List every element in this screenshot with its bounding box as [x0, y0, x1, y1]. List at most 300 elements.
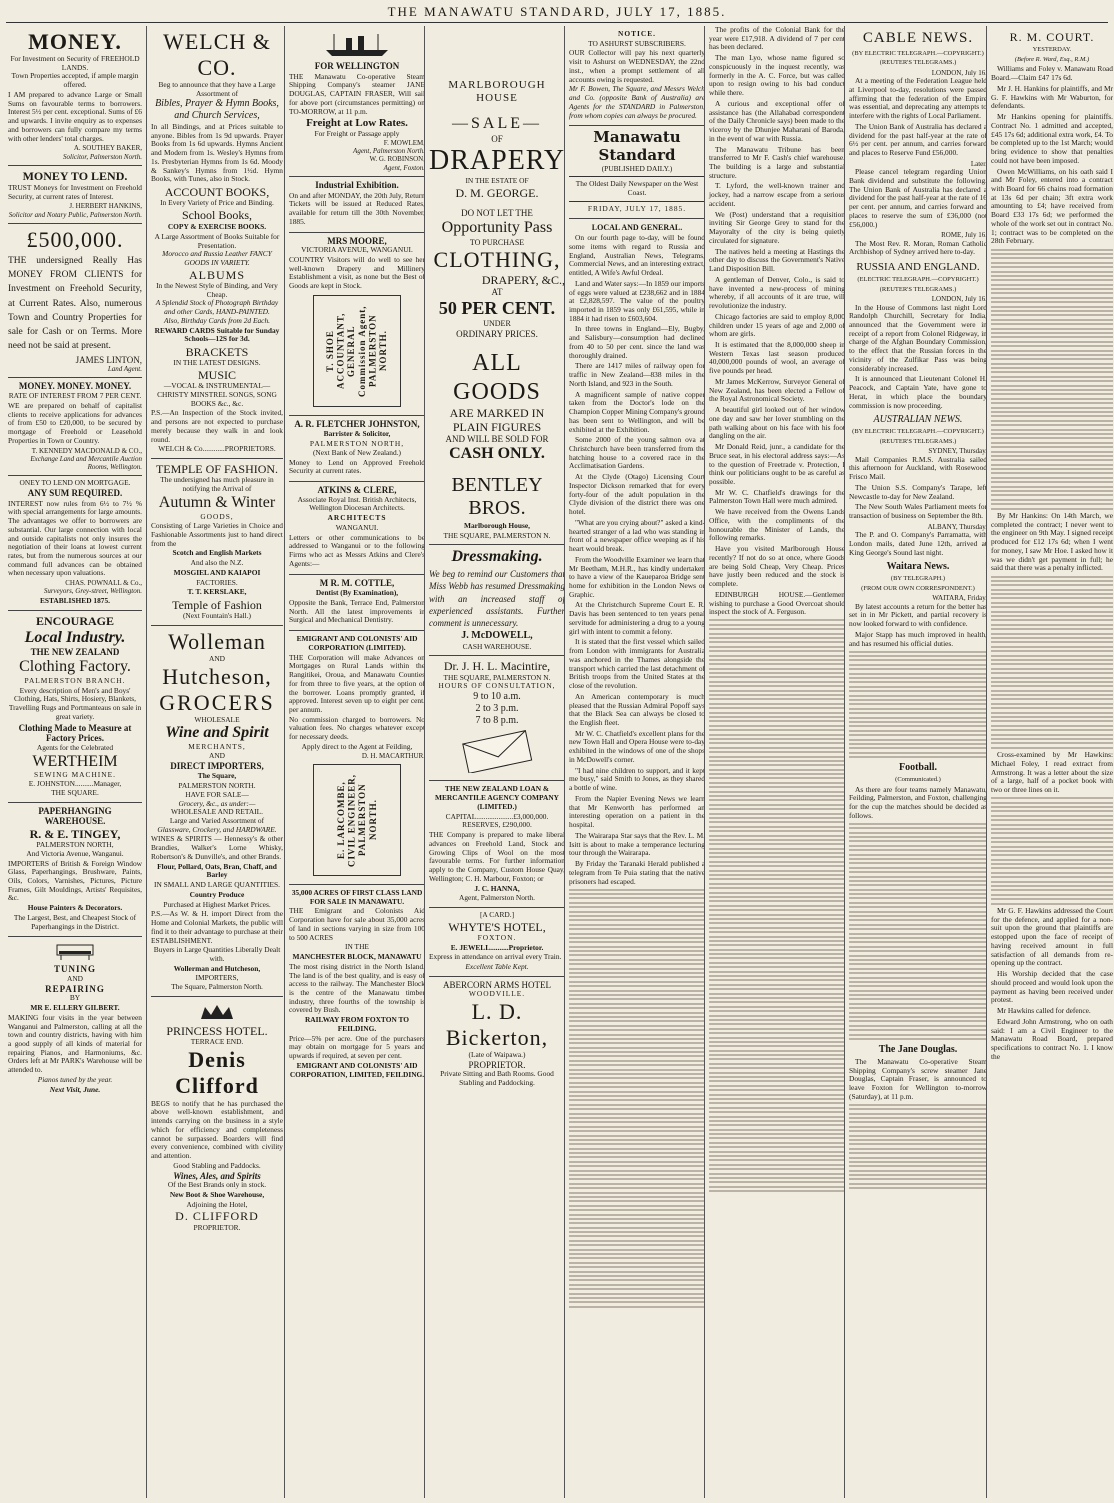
- ad-marl-of: OF: [491, 133, 503, 144]
- ad-emig-signature: D. H. MACARTHUR.: [361, 751, 425, 760]
- ad-nz-made: Clothing Made to Measure at Factory Prices.: [18, 722, 132, 744]
- australian-p4: The P. and O. Company's Parramatta, with London mails, dated June 12th, arrived at King George's Sound last night.: [849, 530, 987, 557]
- football-title: Football.: [898, 762, 938, 774]
- ad-marl-drapery-2: DRAPERY, &C.,: [481, 273, 565, 288]
- text-filler: [849, 823, 987, 1040]
- ad-wellington-body: THE Manawatu Co-operative Steam Shipping Company's steamer JANE DOUGLAS, CAPTAIN FRASER, Will sail for above port (circumstances permitting) on TO-MORROW, at 11 p.m.: [289, 71, 425, 116]
- ad-tof-title: TEMPLE OF FASHION.: [155, 462, 279, 477]
- ad-woll-flour: Flour, Pollard, Oats, Bran, Chaff, and Barley: [157, 861, 277, 880]
- ad-tuning-name: MR E. ELLERY GILBERT.: [30, 1003, 120, 1013]
- ad-emig-list: No commission charged to borrowers. No valuation fees. No charges whatever except for necessary deeds.: [289, 714, 425, 742]
- ad-acres-title: 35,000 ACRES OF FIRST CLASS LAND FOR SALE IN MANAWATU.: [291, 887, 423, 906]
- text-filler: [849, 651, 987, 758]
- notice-title: NOTICE.: [617, 29, 656, 38]
- ad-acres-block: MANCHESTER BLOCK, MANAWATU: [292, 952, 422, 962]
- ad-dress-body: We beg to remind our Customers that Miss Webb has resumed Dressmaking with an increased staff of experienced assistants. Further comment is unnecessary.: [429, 569, 565, 628]
- ad-marl-under: UNDER: [483, 319, 511, 329]
- ad-any-signature-2: Surveyors, Grey-street, Wellington.: [43, 587, 142, 596]
- ad-fletcher: [289, 416, 425, 482]
- local-p14: "I had nine children to support, and it kept me busy," said Smith to Jones, as they shared a bottle of wine.: [569, 765, 705, 793]
- ad-tof-body: Consisting of Large Varieties in Choice and Fashionable Assortments just to hand direct from the: [151, 521, 283, 548]
- ad-welch-reward: REWARD CARDS Suitable for Sunday Schools—12S for 3d.: [154, 325, 280, 344]
- ad-atkins: [289, 482, 425, 574]
- ad-moore-title: MRS MOORE,: [327, 235, 387, 246]
- ad-woll-ps: P.S.—As W. & H. import Direct from the Home and Colonial Markets, the public will find it to their advantage to purchase at their ESTABLISHMENT.: [151, 909, 283, 945]
- local-p9: From the Woodville Examiner we learn that Mr Beetham, M.H.R., has kindly undertaken to have a view of the Kaueparoa Bridge sent home for exhibition in the London News or Graphic.: [569, 554, 705, 599]
- ad-atkins-arch: ARCHITECTS: [327, 513, 387, 523]
- ad-moore-sub: VICTORIA AVENUE, WANGANUI.: [301, 245, 413, 255]
- ad-tuning-title: TUNING: [53, 964, 96, 975]
- news-p14: Mr W. C. Chatfield's drawings for the Palmerston Town Hall were much admired.: [709, 487, 845, 506]
- ad-marl-george: D. M. GEORGE.: [455, 186, 539, 201]
- ad-moore-body: COUNTRY Visitors will do well to see her well-known Drapery and Millinery Establishment a visit, as none but the Best of Goods are kept in Stock.: [289, 254, 425, 291]
- ad-money: [8, 26, 142, 166]
- news-p1: The profits of the Colonial Bank for the year were £17,918. A dividend of 7 per cent has been declared.: [709, 26, 845, 52]
- ad-denis-best: Of the Best Brands only in stock.: [167, 1180, 267, 1190]
- ad-fletcher-loc: PALMERSTON NORTH,: [309, 439, 405, 449]
- ad-nzl-signature-2: Agent, Palmerston North.: [459, 893, 535, 903]
- ad-atkins-body: Letters or other communications to be addressed to Wanganui or to the following Firms who act as Messrs Atkins and Clere's Agents:—: [289, 532, 425, 568]
- notice-note: Mr F. Bowen, The Square, and Messrs Welch and Co. (opposite Bank of Australia) are Agents for the STANDARD in Palmerston, from whom copies can always be procured.: [569, 84, 705, 120]
- ad-marl-all-goods: ALL GOODS: [453, 350, 541, 405]
- ad-wellington-title: FOR WELLINGTON: [314, 61, 400, 71]
- ad-marl-ordinary: ORDINARY PRICES.: [456, 328, 538, 339]
- ad-nz-title: THE NEW ZEALAND: [30, 647, 120, 658]
- cable-title: CABLE NEWS.: [862, 30, 974, 46]
- local-p4: There are 1417 miles of railway open for traffic in New Zealand—838 miles in the North Island, and 923 in the South.: [569, 361, 705, 388]
- news-p12: A beautiful girl looked out of her window one day and saw her lover stumbling on the path walking about on his face with his foot dangling on the air.: [709, 405, 845, 441]
- steamship-icon: [322, 32, 392, 58]
- ad-tingey-location-2: And Victoria Avenue, Wanganui.: [26, 848, 124, 858]
- russia-sub: (ELECTRIC TELEGRAPH.—COPYRIGHT.): [857, 275, 979, 283]
- ad-mmm-signature: T. KENNEDY MACDONALD & CO.,: [31, 446, 142, 455]
- ad-welch-music-sub: —VOCAL & INSTRUMENTAL— CHRISTY MINSTREL SONGS, SONG BOOKS &c., &c.: [157, 381, 277, 408]
- ad-500000-signature-2: Land Agent.: [107, 365, 142, 374]
- ad-tingey-house: House Painters & Decorators.: [27, 903, 123, 913]
- ad-tof-goods-2: GOODS,: [200, 511, 234, 521]
- ad-tof-factories: FACTORIES.: [196, 577, 238, 587]
- card-larcombe: [313, 764, 401, 876]
- ad-nz-loan: [429, 781, 565, 908]
- ad-marl-percent: 50 PER CENT.: [438, 297, 556, 318]
- card-shoe-text: T. SHOE ACCOUNTANT, GENERAL Commission Agent, PALMERSTON NORTH.: [325, 305, 389, 397]
- ad-bick-foot: Private Sitting and Bath Rooms. Good Stabling and Paddocking.: [440, 1069, 554, 1088]
- ad-tingey: [8, 803, 142, 938]
- ad-tof-goods: Autumn & Winter: [158, 493, 276, 511]
- local-p7: At the Clyde (Otago) Licensing Court Inspector Dickson remarked that for every forty-four of the adult population in the Clyde division of the district there was one hotel.: [569, 472, 705, 517]
- ad-aber-title: ABERCORN ARMS HOTEL: [442, 979, 551, 990]
- ad-card-label: [A CARD.]: [479, 910, 515, 920]
- ad-princess-title: PRINCESS HOTEL.: [166, 1023, 268, 1038]
- rm-court-title: R. M. COURT.: [1009, 30, 1095, 44]
- ad-woll-large: Large and Varied Assortment of: [169, 816, 265, 825]
- news-p10: It is estimated that the 8,000,000 sheep in Western Texas last season produced 40,000,000 pounds of wool, an average of five pounds per head.: [709, 339, 845, 376]
- ad-cottle-title: M R. M. COTTLE,: [319, 577, 395, 588]
- ad-mrs-moore: [289, 233, 425, 416]
- card-shoe: [313, 295, 401, 407]
- ad-tingey-title: R. & E. TINGEY,: [29, 826, 121, 841]
- news-p8: A gentleman of Denver, Colo., is said to have invented a new-process of mining whereby, if all accounts of it are true, will revolutionize the industry.: [709, 274, 845, 311]
- russia-england-title: RUSSIA AND ENGLAND.: [856, 260, 980, 273]
- ad-tuning-body: MAKING four visits in the year between Wanganui and Palmerston, calling at all the town and country districts, having with him a good supply of all kinds of material for repairing Pianos, and Harmoniums, &c. Orders left at Mr PARK's Warehouse will be attended to.: [8, 1012, 142, 1075]
- ad-mac-hours: HOURS OF CONSULTATION,: [438, 681, 556, 691]
- ad-cottle-sub: Dentist (By Examination),: [315, 588, 399, 598]
- rm-p9: Mr Hawkins called for defence.: [997, 1006, 1091, 1016]
- russia-sub-2: (REUTER'S TELEGRAMS.): [879, 285, 957, 293]
- ad-money-signature: A. SOUTHEY BAKER,: [73, 144, 142, 153]
- ad-welch-bibles: Bibles, Prayer & Hymn Books, and Church Services,: [155, 98, 279, 122]
- ad-lend-title: MONEY TO LEND.: [22, 168, 128, 183]
- ad-nzl-body: THE Company is prepared to make liberal advances on Freehold Land, Stock and Growing Clips of Wool on the most favourable terms. For further information apply to the Company, Custom House Quay, Wellington; C. H. Marbour, Foxton; or: [429, 830, 565, 883]
- rm-court-before: (Before R. Ward, Esq., R.M.): [1014, 55, 1090, 63]
- ad-woll-grocery: Grocery, &c., as under:—: [178, 798, 256, 808]
- ad-for-wellington: [289, 26, 425, 177]
- ad-ind-body: On and after MONDAY, the 20th July, Return Tickets will be issued at Reduced Rates, available for return till the 30th November, 1885.: [289, 190, 425, 226]
- ad-freight-sig-2: Agent, Palmerston North.: [353, 147, 425, 156]
- text-filler: [569, 889, 705, 1308]
- ad-clothing-factory: [8, 611, 142, 802]
- ad-tof-signature: T. T. KERSLAKE,: [187, 587, 247, 597]
- ad-temple-of-fashion: [151, 459, 283, 626]
- ad-fletcher-title: A. R. FLETCHER JOHNSTON,: [294, 418, 420, 429]
- ad-welch-bday: Also, Birthday Cards from 2d Each.: [164, 315, 270, 325]
- ad-mac-loc: THE SQUARE, PALMERSTON N.: [443, 672, 551, 682]
- ad-tuning-and: AND: [66, 973, 83, 983]
- ad-aber-loc: WOODVILLE.: [468, 989, 526, 999]
- australian-albany: ALBANY, Thursday.: [927, 522, 987, 531]
- column-1: [8, 26, 142, 1498]
- column-7: [844, 26, 987, 1498]
- ad-welch-albums: ALBUMS: [188, 267, 245, 282]
- column-6: [704, 26, 845, 1498]
- ad-emig-apply: Apply direct to the Agent at Feilding,: [301, 741, 413, 751]
- news-p4: The Manawatu Tribune has been transferred to Mr F. Cash's chief warehouse. The building is a large and substantial structure.: [709, 144, 845, 180]
- ad-denis-wines: Wines, Ales, and Spirits: [173, 1170, 261, 1181]
- ad-tingey-foot: The Largest, Best, and Cheapest Stock of Paperhangings in the District.: [13, 912, 137, 931]
- ad-woll-square: The Square,: [197, 771, 237, 781]
- ad-welch-brackets: BRACKETS: [185, 345, 249, 360]
- cable-rome: ROME, July 16.: [941, 231, 987, 240]
- ad-dress-signature-2: CASH WAREHOUSE.: [462, 641, 532, 651]
- ad-woll-wholesale: WHOLESALE: [194, 714, 240, 724]
- local-p12: An American contemporary is much pleased that the Russian Admiral Popoff says that the Black Sea can always be closed to the English fleet.: [569, 691, 705, 728]
- jane-douglas-p1: The Manawatu Co-operative Steam Shipping Company's screw steamer Jane Douglas, Captain Fraser, is announced to leave Foxton for Wellington to-morrow (Saturday), at 11 p.m.: [849, 1056, 987, 1101]
- ad-marl-estate: IN THE ESTATE OF: [465, 176, 529, 186]
- text-filler: [991, 576, 1113, 749]
- local-p2: Land and Water says:—In 1859 our imports of eggs were valued at £238,662 and in 1884 at £2,828,597. The value of the poultry imported in 1859 was only £61,595, while in 1884 it had risen to £603,604.: [569, 278, 705, 323]
- ad-woll-wines: WINES & SPIRITS — Hennessy's & other Brandies, Walker's Lorne Whisky, Robertson's & Dunville's, and other Brands.: [151, 834, 283, 861]
- cable-later: Later.: [970, 159, 987, 168]
- ad-welch-copy: COPY & EXERCISE BOOKS.: [167, 222, 267, 232]
- cable-sub: (BY ELECTRIC TELEGRAPH.—COPYRIGHT.): [852, 49, 984, 57]
- ad-bentley-loc: THE SQUARE, PALMERSTON N.: [443, 530, 551, 540]
- ad-500000: [8, 224, 142, 379]
- cable-dateline: LONDON, July 16.: [931, 69, 987, 77]
- text-filler: [991, 797, 1113, 904]
- local-general: [569, 223, 705, 1308]
- paper-date: FRIDAY, JULY 17, 1885.: [587, 203, 687, 213]
- local-p17: By Friday the Taranaki Herald published a telegram from Te Puia stating that the native prisoners had escaped.: [569, 859, 705, 886]
- ad-whytes-hotel: [429, 908, 565, 977]
- crown-icon: [197, 1003, 237, 1021]
- ad-money-money: [8, 378, 142, 476]
- ad-fletcher-sub: Barrister & Solicitor,: [323, 429, 391, 439]
- football-p1: As there are four teams namely Manawatu, Feilding, Palmerston, and Foxton, challenging for the cup the matches should be decided as follows.: [849, 784, 987, 820]
- ad-welch-title: WELCH & CO.: [163, 29, 271, 80]
- local-p5: A magnificent sample of native copper taken from the Doctor's lode on the Champion Copper Mining Company's ground has been sent to Wellington, and will be exhibited at the Exhibition.: [569, 389, 705, 434]
- paper-subtitle: The Oldest Daily Newspaper on the West Coast.: [575, 179, 699, 198]
- ad-welch-photo: A Splendid Stock of Photograph Birthday and other Cards, HAND-PAINTED.: [155, 298, 279, 317]
- ad-industrial-exhibition: [289, 177, 425, 233]
- ad-whyte-table: Excellent Table Kept.: [465, 962, 529, 972]
- ad-mac-title: Dr. J. H. L. Macintire,: [443, 659, 551, 674]
- ad-tingey-location: PALMERSTON NORTH,: [36, 840, 114, 850]
- ad-tof-also: And also the N.Z.: [190, 558, 244, 568]
- ad-welch-copy-body: A Large Assortment of Books Suitable for Presentation.: [154, 231, 280, 250]
- ad-marl-title: MARLBOROUGH HOUSE: [448, 79, 546, 104]
- ad-500000-body: THE undersigned Really Has MONEY FROM CLIENTS for Investment on Freehold Security, at Current Rates. Also, numerous Town and Country Properties for sale for Cash or on Terms. More need not be said at present.: [8, 255, 142, 352]
- ad-marl-sale: —SALE—: [452, 114, 542, 132]
- local-p11: It is stated that the first vessel which sailed from London with immigrants for Australia was anchored in the Thames alongside the transport which carried the last detachment of British troops from the United States at the close of the revolution.: [569, 637, 705, 691]
- ad-tof-signature-2: Temple of Fashion: [172, 598, 262, 613]
- australian-sydney: SYDNEY, Thursday.: [928, 447, 987, 456]
- ad-marl-and-will: AND WILL BE SOLD FOR: [445, 434, 549, 445]
- ad-denis-title: Denis Clifford: [175, 1046, 259, 1098]
- ad-bentley-sub: Marlborough House,: [464, 520, 530, 530]
- ad-lend-body: TRUST Moneys for Investment on Freehold Security, at current rates of Interest.: [8, 182, 142, 201]
- ad-woll-small: IN SMALL AND LARGE QUANTITIES.: [154, 880, 280, 890]
- cable-p3: Please cancel telegram regarding Union Bank dividend and substitute the following. The Union Bank of Australia has declared a dividend for the past half-year at the rate of 16 per cent. per annum, and carries forward and places to reserve the sum of £36,000 (not £56,000.): [849, 167, 987, 229]
- ad-emig-title: EMIGRANT AND COLONISTS' AID CORPORATION (LIMITED).: [296, 634, 418, 652]
- rm-p3: Mr Hankins opening for plaintiffs. Contract No. 1 admitted and accepted, £45 17s 6d; additional extra work, £4. To be completed up to the 1st March; would bring evidence to show that penalties could not have been imposed.: [991, 112, 1113, 165]
- ad-denis-stabling: Good Stabling and Paddocks.: [173, 1160, 261, 1170]
- ad-woll-signature-2: IMPORTERS,: [195, 973, 239, 983]
- ad-woll-title: Wolleman: [168, 629, 266, 655]
- ad-mmm-sub: RATE OF INTEREST FROM 7 PER CENT.: [8, 391, 142, 401]
- ad-freight-sub: For Freight or Passage apply: [314, 129, 400, 139]
- ad-tof-signature-3: (Next Fountain's Hall.): [182, 611, 252, 621]
- waitara-date: WAITARA, Friday.: [932, 594, 987, 603]
- ad-woll-title-2: Hutcheson,: [162, 663, 272, 689]
- ad-welch-music: MUSIC: [197, 368, 236, 383]
- paper-published: (PUBLISHED DAILY.): [601, 163, 673, 173]
- paper-nameplate: [569, 126, 705, 218]
- ad-nzl-title: THE NEW ZEALAND LOAN & MERCANTILE AGENCY COMPANY (LIMITED.): [435, 784, 559, 811]
- waitara-sub-2: (FROM OUR OWN CORRESPONDENT.): [861, 584, 975, 592]
- rm-p8: His Worship decided that the case should proceed and would look upon the payment as having been received under protest.: [991, 969, 1113, 1005]
- rm-p10: Edward John Armstrong, who on oath said: I am a Civil Engineer to the Manawatu Road Board, prepared specifications to contract No. 1. I know the: [991, 1016, 1113, 1061]
- rm-court-sub: YESTERDAY.: [1032, 46, 1072, 54]
- ad-freight-sig-4: Agent, Foxton.: [383, 163, 425, 172]
- ad-freight: Freight at Low Rates.: [306, 117, 408, 130]
- australian-p2: The Union S.S. Company's Tarape, left Newcastle to-day for New Zealand.: [849, 482, 987, 501]
- ad-money-title: MONEY.: [28, 29, 122, 54]
- ad-any-title: ANY SUM REQUIRED.: [27, 487, 123, 498]
- ad-woll-wine: Wine and Spirit: [165, 724, 269, 742]
- ad-acres-body-2: The most rising district in the North Island. The land is of the best quality, and is easy of access to the railway. The Manchester Block is the centre of the Manawatu timber industry, three fourths of the township is covered by Bush.: [289, 961, 425, 1015]
- column-8: [986, 26, 1113, 1498]
- ad-tuning-next: Next Visit, June.: [49, 1084, 101, 1094]
- ad-mortgage-title: ONEY TO LEND ON MORTGAGE.: [19, 478, 131, 488]
- ad-woll-country: Country Produce: [189, 889, 245, 899]
- local-p16: The Wairarapa Star says that the Rev. L. M. Isitt is about to make a temperance lecturing tour through the Wairarapa.: [569, 830, 705, 858]
- ad-lend-signature: J. HERBERT HANKINS,: [69, 202, 142, 211]
- ad-fletcher-next: (Next Bank of New Zealand.): [312, 447, 402, 457]
- ad-bick-late: (Late of Waipawa.): [468, 1050, 526, 1060]
- ad-whyte-body: Express in attendance on arrival every Train.: [429, 952, 562, 962]
- ad-nz-branch: PALMERSTON BRANCH.: [24, 675, 126, 685]
- cable-p2: The Union Bank of Australia has declared a dividend for the past half-year at the rate of 6½ per cent. per annum, and carries forward and places to Reserve Fund £56,000.: [849, 121, 987, 158]
- column-3: [284, 26, 425, 1498]
- australian-p1: Mail Companies R.M.S. Australia sailed this afternoon for Auckland, with Rosewood Frisco Mail.: [849, 454, 987, 482]
- notice-body: OUR Collector will pay his next quarterly visit to Ashurst on WEDNESDAY, the 22nd inst., when a prompt settlement of all accounts owing is requested.: [569, 48, 705, 84]
- ad-welch-body: In all Bindings, and at Prices suitable to anyone. Bibles from 1s 9d upwards. Prayer Books from 1s 6d upwards. Hymns Ancient and Modern from 1s. Wesley's Hymns from 1s. Presbyterian Hymns from 1s 6d. Moody & Sankey's Hymns from 1½d. Hymn Books, with Tunes, also in Stock.: [151, 121, 283, 184]
- rm-p5: By Mr Hankins: On 14th March, we completed the contract; I never went to the engineer on 9th May. I signed receipt produced for £12 17s 6d; when I went for money, I saw Mr Hoe. I asked how it was we didn't get payment in full; he said that there was a penalty inflicted.: [991, 510, 1113, 573]
- ad-emigrant-corp: [289, 631, 425, 885]
- news-p17: EDINBURGH HOUSE.—Gentlemen wishing to purchase a Good Overcoat should inspect the stock of A. Ferguson.: [709, 589, 845, 617]
- ad-mac-hour-1: 9 to 10 a.m.: [473, 691, 521, 703]
- jane-douglas-title: The Jane Douglas.: [878, 1043, 958, 1055]
- local-general-title: LOCAL AND GENERAL.: [591, 222, 683, 232]
- ad-mac-hour-2: 2 to 3 p.m.: [475, 702, 519, 714]
- ad-fletcher-body: Money to Lend on Approved Freehold Security at current rates.: [289, 457, 425, 476]
- local-p6: Some 2000 of the young salmon ova at Christchurch have been transferred from the hatching house to a covered race in the Acclimatisation Gardens.: [569, 435, 705, 471]
- ad-abercorn: [429, 977, 565, 1092]
- ad-bick-prop: PROPRIETOR.: [468, 1059, 526, 1070]
- ad-welch-school: School Books,: [181, 208, 252, 222]
- ad-welch: [151, 26, 283, 459]
- ad-woll-signature: Wollerman and Hutcheson,: [173, 963, 261, 973]
- ad-marl-plain: PLAIN FIGURES: [452, 420, 542, 435]
- ad-mac-hour-3: 7 to 8 p.m.: [475, 714, 519, 726]
- ad-marl-opportunity: Opportunity Pass: [441, 218, 553, 236]
- news-p3: A curious and exceptional offer of assistance has (the Allahabad correspondent of the Daily Chronicle says) been made to the viceroy by the Dhunjee Maharani of Baroda, in the event of war with Russia.: [709, 98, 845, 143]
- ad-welch-intro: Beg to announce that they have a Large Assortment of: [158, 79, 276, 98]
- ad-princess-sub: TERRACE END.: [190, 1037, 244, 1047]
- ad-nzl-reserves: RESERVES, £290,000.: [462, 820, 532, 830]
- ad-macintire: [429, 656, 565, 781]
- news-p15: We have received from the Owens Lands Office, with the compliments of the honourable the Minister of Lands, the following remarks.: [709, 507, 845, 543]
- ad-encourage-title: ENCOURAGE: [35, 614, 114, 629]
- page-masthead: THE MANAWATU STANDARD, JULY 17, 1885.: [387, 4, 727, 19]
- local-p15: From the Napier Evening News we learn that Mr Kenworth has performed an interesting operation on a patient in the hospital.: [569, 793, 705, 830]
- ad-marl-drapery: DRAPERY: [429, 145, 565, 177]
- rm-p7: Mr G. F. Hawkins addressed the Court for the defence, and applied for a non-suit upon the ground that plaintiffs are estopped upon the face of receipt of having received amount in full satisfaction of all demands from re-opening up the contract.: [991, 905, 1113, 968]
- ad-woll-palm: PALMERSTON NORTH.: [178, 781, 256, 791]
- ad-bentley-title: BENTLEY BROS.: [451, 473, 543, 520]
- news-p16: Have you visited Marlborough House recently? If not do so at once, where Goods are being Sold Cheap, Very Cheap. Prices have justly been reduced and the stock is complete.: [709, 544, 845, 589]
- ad-any-signature: CHAS. POWNALL & Co.,: [65, 579, 142, 588]
- ad-marl-clothing: CLOTHING,: [433, 247, 561, 273]
- ad-paperhanging-title: PAPERHANGING: [38, 805, 112, 816]
- ad-welch-account-sub: In Every Variety of Price and Binding.: [160, 198, 274, 208]
- local-p8: "What are you crying about?" asked a kind-hearted stranger of a lad who was standing in front of a newspaper office weeping as if his heart would break.: [569, 517, 705, 554]
- paper-title: Manawatu Standard: [593, 128, 681, 165]
- local-p3: In three towns in England—Ely, Bugby, and Salisbury—consumption had declined from 40 to 50 per cent. since the land was thoroughly drained.: [569, 324, 705, 360]
- ad-mmm-signature-2: Exchange Land and Mercantile Auction Rooms, Wellington.: [30, 454, 142, 471]
- notice-sub: TO ASHURST SUBSCRIBERS.: [588, 38, 686, 48]
- rm-p4: Owen McWilliams, on his oath said I and Mr Foley, entered into a contract with Board for 66 chains road formation at 13s 6d per chain; 3ft extra work amounting to £4; have received from Board £33 17s 6d; we performed the whole of the work set out in contract No. 1; contract was to be completed on the 28th February.: [991, 166, 1113, 246]
- ad-woll-and: AND: [208, 654, 225, 663]
- ad-mmm-body: WE are prepared on behalf of capitalist clients to receive applications for advances of from £50 to £20,000, to be secured by mortgage of Freehold or Leasehold Properties in Town or Country.: [8, 400, 142, 445]
- local-p13: Mr W. C. Chatfield's excellent plans for the new Town Hall and Opera House were to-day exhibited in the windows of one of the shops in McDowell's corner.: [569, 728, 705, 764]
- ad-500000-title: £500,000.: [26, 226, 124, 252]
- ad-marl-to-purchase: TO PURCHASE: [469, 237, 525, 247]
- ad-money-body: I AM prepared to advance Large or Small Sums on favourable terms to borrowers. Interest 5½ per cent. exceptional. Sums of £6 and upwards. I invite enquiry as to expenses and borrowers can fully compare my terms with other lenders' total charges.: [8, 89, 142, 143]
- ad-tingey-body: IMPORTERS of British & Foreign Window Glass, Paperhangings, Brushware, Paints, Oils, Colors, Varnishes, Pictures, Picture Frames, Gilt Mouldings, Artists' Requisites, &c.: [8, 858, 142, 903]
- text-filler: [709, 619, 845, 1192]
- cable-p1: At a meeting of the Federation League held at Liverpool to-day, resolutions were passed affirming that the federation of the Empire was essential, and deprecating any attempts to interfere with the rights of Local Parliament.: [849, 76, 987, 121]
- news-p5: T. Lyford, the well-known trainer and jockey, had a narrow escape from a serious accident.: [709, 181, 845, 208]
- ad-money-signature-2: Solicitor, Palmerston North.: [63, 152, 142, 161]
- column-5: [564, 26, 705, 1498]
- waitara-p1: By latest accounts a return for the better has set in in Mr Pickett, and partial recovery is now looked forward to with confidence.: [849, 601, 987, 629]
- piano-icon: [55, 943, 95, 961]
- rm-p2: Mr J. H. Hankins for plaintiffs, and Mr G. F. Hawkins with Mr Waburton, for defendants.: [991, 83, 1113, 111]
- ad-welch-brackets-sub: IN THE LATEST DESIGNS.: [173, 358, 261, 368]
- ad-wertheim-sub: SEWING MACHINE.: [34, 770, 116, 780]
- ad-freight-sig-3: W. G. ROBINSON,: [369, 155, 425, 164]
- waitara-title: Waitara News.: [886, 561, 950, 573]
- ad-warehouse: WAREHOUSE.: [44, 816, 106, 827]
- rm-p6: Cross-examined by Mr Hawkins: Michael Foley, I read extract from Armstrong. It was a letter about the size of a large, half of a pocket book with two or three lines on it.: [991, 750, 1113, 795]
- australian-sub: (BY ELECTRIC TELEGRAPH.—COPYRIGHT.): [852, 428, 984, 436]
- waitara-sub: (BY TELEGRAPH.): [890, 575, 946, 583]
- ad-money-to-lend: [8, 166, 142, 224]
- ad-woll-havesale: HAVE FOR SALE—: [185, 789, 249, 799]
- ad-tuning-repairing: REPAIRING: [45, 983, 105, 994]
- ad-money-line: Town Properties accepted, if ample margin offered.: [11, 71, 139, 90]
- column-4: [424, 26, 565, 1498]
- envelope-icon: [457, 729, 537, 773]
- ad-marl-at: AT: [491, 287, 503, 298]
- news-p2: The man Lyo, whose name figured so conspicuously in the inquest recently, was formerly in the A. C. Force, but was called upon to resign owing to his bad conduct while there.: [709, 53, 845, 98]
- ad-woll-and-2: AND: [208, 750, 225, 760]
- ad-marl-dnlet: DO NOT LET THE: [461, 208, 533, 219]
- ad-any-sum: [8, 476, 142, 611]
- ad-bick-title: L. D. Bickerton,: [445, 999, 549, 1051]
- ad-tuning-by: BY: [69, 993, 81, 1003]
- ad-woll-glass: Glassware, Crockery, and HARDWARE.: [157, 824, 277, 834]
- ad-nzl-signature: J. C. HANNA,: [474, 883, 520, 893]
- column-2: [146, 26, 283, 1498]
- text-filler: [991, 249, 1113, 510]
- ad-atkins-loc: WANGANUI.: [335, 522, 379, 532]
- ad-welch-albums-sub: In the Newest Style of Binding, and Very Cheap.: [156, 280, 278, 299]
- ad-35000-acres: [289, 885, 425, 1084]
- ad-welch-account: ACCOUNT BOOKS,: [164, 185, 270, 200]
- ad-acres-body: THE Emigrant and Colonists Aid Corporation have for sale about 35,000 acres of land in sections varying in size from 100 to 500 ACRES: [289, 906, 425, 942]
- ad-marl-marked: ARE MARKED IN: [449, 405, 545, 420]
- ad-denis-proprietor: PROPRIETOR.: [193, 1222, 241, 1232]
- ad-any-body: INTEREST now rules from 6½ to 7½ % with special arrangements for large amounts. The advantages we offer to borrowers are substantial. Our large connection with local and outside capitalists not only insures the negotiation of their loans at lowest current rates, but from the numerous sources at our command full advances can be obtained when necessary upon valuations.: [8, 498, 142, 578]
- ad-princess-hotel: [151, 997, 283, 1236]
- news-p6: We (Post) understand that a requisition inviting Sir George Grey to stand for the Mayoralty of the city is being quietly circulated for signature.: [709, 209, 845, 245]
- ad-woll-wholesale-2: WHOLESALE AND RETAIL.: [171, 807, 263, 817]
- ad-atkins-sub: Associate Royal Inst. British Architects, Wellington Diocesan Architects.: [297, 494, 417, 513]
- ad-dress-title: Dressmaking.: [451, 548, 543, 566]
- ad-welch-morocco: Morocco and Russia Leather FANCY GOODS IN VARIETY.: [162, 249, 272, 268]
- australian-p3: The New South Wales Parliament meets for transaction of business on September the 8th.: [849, 502, 987, 521]
- text-filler: [849, 1104, 987, 1189]
- ad-wollerman: [151, 626, 283, 997]
- news-p7: The natives held a meeting at Hastings the other day to discuss the Government's Native Land Disposition Bill.: [709, 246, 845, 274]
- russia-dateline: LONDON, July 16.: [931, 295, 987, 304]
- ad-atkins-title: ATKINS & CLERE,: [317, 485, 397, 496]
- ad-woll-grocers: GROCERS: [159, 689, 275, 715]
- ad-woll-merchants: MERCHANTS,: [188, 742, 246, 752]
- local-p10: At the Christchurch Supreme Court E. R. Davis has been sentenced to ten years penal servitude for administering a drug to a young girl with intent to commit a felony.: [569, 600, 705, 636]
